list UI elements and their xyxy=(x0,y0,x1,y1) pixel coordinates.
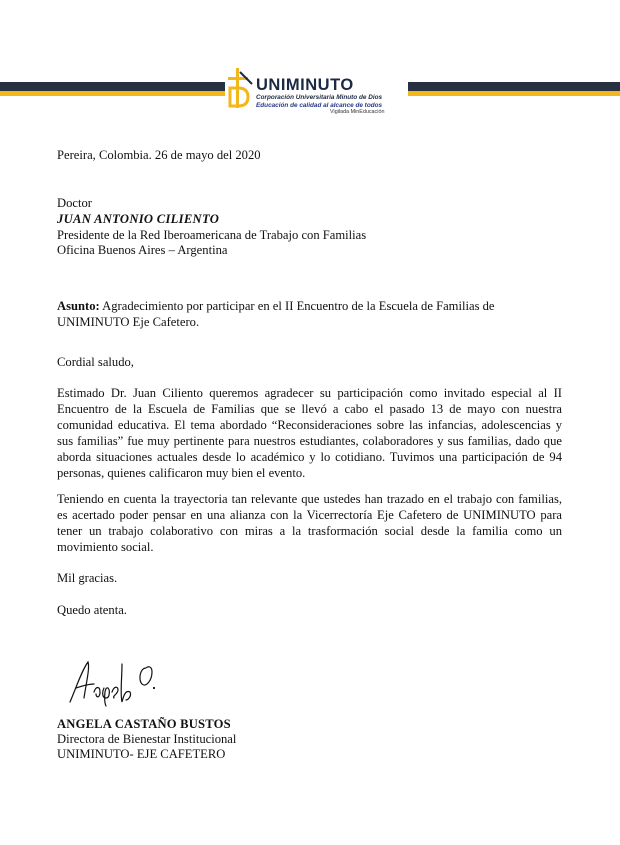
recipient-title: Doctor xyxy=(57,196,92,210)
subject-label: Asunto: xyxy=(57,299,100,313)
uniminuto-logo xyxy=(226,66,406,118)
thanks-line: Mil gracias. xyxy=(57,571,118,585)
body-paragraph-1: Estimado Dr. Juan Ciliento queremos agradecer su participación como invitado especial al II Encuentro de la Escuela de Familias que se llevó a cabo el pasado 13 de mayo con nuestra comunidad educativa. El tema abordado “Reconsideraciones sobre las infancias, adolescencias y sus familias” fue muy pertinente para nuestros estudiantes, colaboradores y sus familias, dado que aborda situaciones actuales desde lo académico y lo cotidiano. Tuvimos una participación de 94 personas, quienes calificaron muy bien el evento. xyxy=(57,386,562,480)
brand-tagline-2: Educación de calidad al alcance de todos xyxy=(256,101,383,109)
header-bar-right xyxy=(408,82,620,96)
brand-name: UNIMINUTO xyxy=(256,76,354,94)
recipient-name: JUAN ANTONIO CILIENTO xyxy=(57,212,220,226)
recipient-position: Presidente de la Red Iberoamericana de Trabajo con Familias xyxy=(57,228,367,242)
header-bar-left xyxy=(0,82,225,96)
subject-text-continued: UNIMINUTO Eje Cafetero. xyxy=(57,315,200,329)
greeting: Cordial saludo, xyxy=(57,355,134,369)
subject-text: Agradecimiento por participar en el II Encuentro de la Escuela de Familias de xyxy=(99,299,495,313)
signer-name: ANGELA CASTAÑO BUSTOS xyxy=(57,717,231,731)
recipient-office: Oficina Buenos Aires – Argentina xyxy=(57,243,228,257)
place-date: Pereira, Colombia. 26 de mayo del 2020 xyxy=(57,148,261,162)
uniminuto-emblem-icon xyxy=(226,66,256,110)
body-paragraph-2: Teniendo en cuenta la trayectoria tan relevante que ustedes han trazado en el trabajo con familias, es acertado poder pensar en una alianza con la Vicerrectoría Eje Cafetero de UNIMINUTO para tener un trabajo colaborativo con miras a la trasformación social desde la familia como un movimiento social. xyxy=(57,492,562,554)
subject-line xyxy=(57,298,562,314)
handwritten-signature xyxy=(64,658,164,708)
brand-tagline-3: Vigilada MinEducación xyxy=(330,109,385,115)
brand-tagline-1: Corporación Universitaria Minuto de Dios xyxy=(256,94,383,101)
signer-title: Directora de Bienestar Institucional xyxy=(57,732,237,746)
closing-line: Quedo atenta. xyxy=(57,603,127,617)
signer-unit: UNIMINUTO- EJE CAFETERO xyxy=(57,747,226,761)
